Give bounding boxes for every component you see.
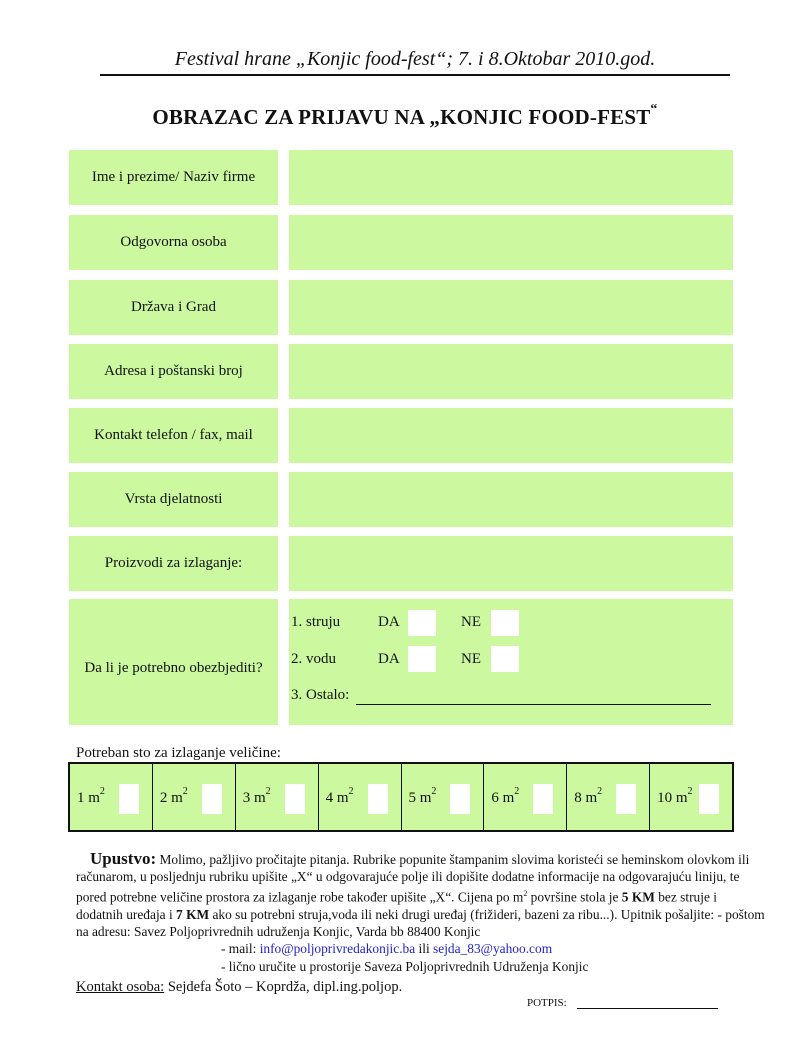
size-unit: m [675,789,688,806]
size-option-label [242,785,271,807]
electricity-yes-checkbox[interactable] [408,610,436,636]
size-checkbox[interactable] [616,784,636,814]
price-without-power: 5 KM [621,889,655,905]
size-unit: m [585,789,598,806]
size-unit-exponent: 2 [99,785,105,797]
electricity-no-checkbox[interactable] [491,610,519,636]
form-title [60,99,750,131]
size-value: 3 [242,789,251,806]
size-checkbox[interactable] [285,784,305,814]
signature-label: POTPIS: [527,997,567,1009]
mail-or: ili [415,941,434,957]
instructions-text: bez struje i dodatnih uređaja i [76,889,717,923]
size-option-label [159,785,188,807]
mail-prefix: - mail: [221,941,260,957]
field-label: Odgovorna osoba [69,215,278,270]
size-checkbox[interactable] [119,784,139,814]
size-option [650,764,732,830]
instructions-text: površine stola je [527,889,622,905]
size-option-label [574,785,603,807]
size-value: 6 [491,789,499,806]
field-label: Kontakt telefon / fax, mail [69,408,278,463]
table-size-options [68,762,734,832]
activity-input[interactable] [289,472,733,527]
size-unit-exponent: 2 [431,785,437,797]
size-value: 2 [159,789,168,806]
header-divider [100,74,730,76]
country-city-input[interactable] [289,280,733,335]
field-row-address [69,344,733,399]
option-label: 2. vodu [291,651,336,667]
contact-label: Kontakt osoba: [76,979,165,995]
field-row-country-city [69,280,733,335]
size-unit: m [336,789,349,806]
yes-label: DA [378,614,400,630]
name-input[interactable] [289,150,733,205]
option-label: 1. struju [291,614,341,630]
mail-line [76,940,766,957]
contact-person [76,978,402,996]
size-unit: m [254,789,266,806]
size-checkbox[interactable] [699,784,719,814]
personal-delivery-line: - lično uručite u prostorije Saveza Poljoprivrednih Udruženja Konjic [221,958,589,974]
size-option [236,764,319,830]
size-value: 5 [408,789,416,806]
header-title: Festival hrane „Konjic food-fest“; 7. i 8.Oktobar 2010.god. [174,48,656,70]
table-size-caption: Potreban sto za izlaganje veličine: [76,745,281,761]
size-option [153,764,236,830]
no-label: NE [461,651,481,667]
instructions [76,850,766,975]
size-option [70,764,153,830]
field-label: Da li je potrebno obezbjediti? [69,599,278,725]
size-unit-exponent: 2 [348,785,354,797]
size-option-label [657,785,693,807]
field-label: Proizvodi za izlaganje: [69,536,278,591]
field-row-name [69,150,733,205]
size-option-label [408,785,437,807]
field-label: Ime i prezime/ Naziv firme [69,150,278,205]
size-option-label [491,785,520,807]
size-option [402,764,485,830]
size-unit: m [502,789,515,806]
instructions-text: Molimo, pažljivo pročitajte pitanja. Rubrike popunite štampanim slovima koristeći se heminskom olovkom ili računarom, u posljednju rubriku upišite „X“ u odgovarajuće polje ili dopišite dodatne informacije na odgovarajuću liniju, te pored potrebne veličine prostora za izlaganje robe također upišite „X“. Cijena po m [76,852,750,905]
size-unit-exponent: 2 [597,785,603,797]
products-input[interactable] [289,536,733,591]
size-value: 1 [77,789,85,806]
size-unit: m [88,789,100,806]
other-input-line[interactable] [356,704,711,705]
form-title-quote: “ [650,102,658,117]
responsible-person-input[interactable] [289,215,733,270]
field-label: Država i Grad [69,280,278,335]
size-value: 10 [657,789,673,806]
size-option [567,764,650,830]
instructions-exponent: 2 [523,889,528,899]
address-input[interactable] [289,344,733,399]
size-value: 4 [325,789,334,806]
size-unit-exponent: 2 [265,785,271,797]
size-value: 8 [574,789,582,806]
contact-input[interactable] [289,408,733,463]
contact-value: Sejdefa Šoto – Koprdža, dipl.ing.poljop. [164,979,403,995]
instructions-lead: Upustvo: [90,849,157,868]
size-option-label [77,785,105,807]
size-unit-exponent: 2 [182,785,188,797]
instructions-text: ako su potrebni struja,voda ili neki drugi uređaj (frižideri, bazeni za ribu...). Upitnik pošaljite: - poštom na adresu: Savez Poljoprivrednih udruženja Konjic, Varda bb 88400 Konjic [76,907,765,940]
price-with-power: 7 KM [176,907,210,923]
field-row-activity [69,472,733,527]
water-no-checkbox[interactable] [491,646,519,672]
email-link-sejda[interactable]: sejda_83@yahoo.com [433,941,553,957]
field-row-responsible [69,215,733,270]
field-row-contact [69,408,733,463]
yes-label: DA [378,651,400,667]
form-title-text: OBRAZAC ZA PRIJAVU NA „KONJIC FOOD-FEST [152,105,651,129]
size-checkbox[interactable] [533,784,553,814]
option-label: 3. Ostalo: [291,687,350,703]
size-unit-exponent: 2 [514,785,520,797]
size-checkbox[interactable] [368,784,388,814]
size-unit: m [419,789,432,806]
field-label: Vrsta djelatnosti [69,472,278,527]
signature-line[interactable] [577,1008,718,1009]
water-yes-checkbox[interactable] [408,646,436,672]
size-unit: m [171,789,183,806]
email-link-info[interactable]: info@poljoprivredakonjic.ba [259,941,416,957]
size-checkbox[interactable] [450,784,470,814]
provision-options [289,599,733,725]
size-option [319,764,402,830]
field-label: Adresa i poštanski broj [69,344,278,399]
size-checkbox[interactable] [202,784,222,814]
size-unit-exponent: 2 [687,785,693,797]
size-option-label [325,785,354,807]
field-row-products [69,536,733,591]
no-label: NE [461,614,481,630]
field-row-provision [69,599,733,725]
size-option [484,764,567,830]
